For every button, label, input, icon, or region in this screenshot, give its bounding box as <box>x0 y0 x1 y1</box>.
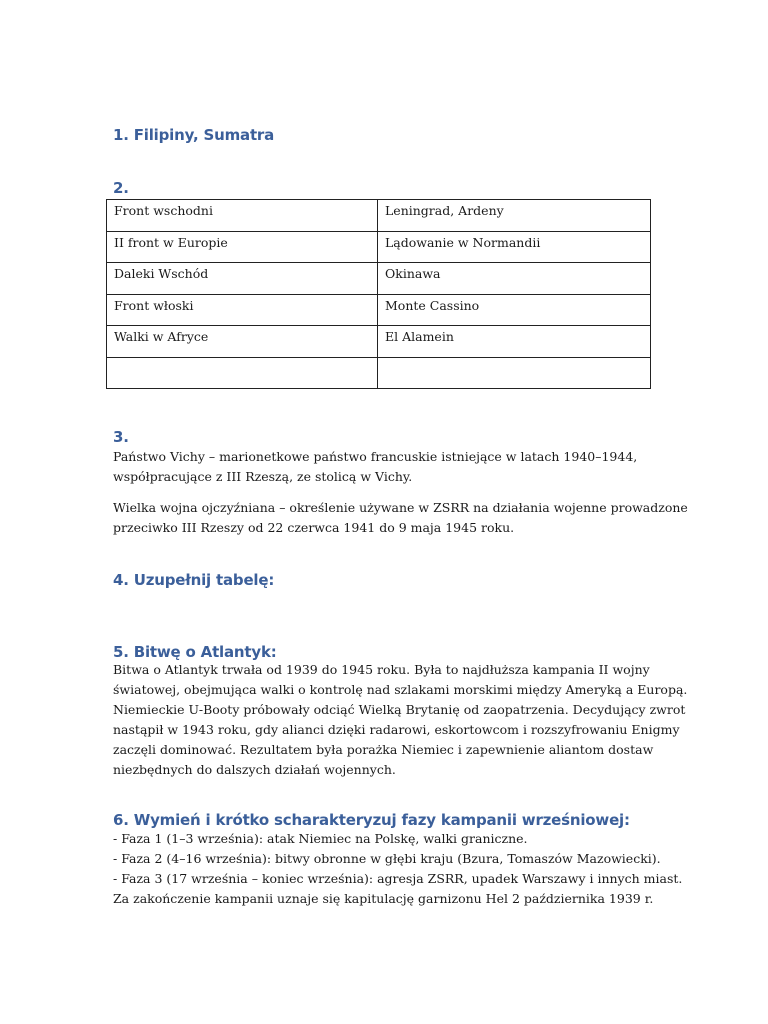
table-row <box>107 263 651 295</box>
table-cell: Front wschodni <box>107 200 378 232</box>
heading-4: 4. Uzupełnij tabelę: <box>113 571 275 589</box>
table-row <box>107 326 651 358</box>
summary-line: Za zakończenie kampanii uznaje się kapitulację garnizonu Hel 2 października 1939 r. <box>113 891 654 906</box>
heading-5: 5. Bitwę o Atlantyk: <box>113 643 277 661</box>
table-row <box>107 231 651 263</box>
table-cell: Front włoski <box>107 294 378 326</box>
fronts-table <box>106 199 651 389</box>
vichy-paragraph: Państwo Vichy – marionetkowe państwo francuskie istniejące w latach 1940–1944, współpracujące z III Rzeszą, ze stolicą w Vichy. <box>113 449 638 484</box>
great-patriotic-war-paragraph: Wielka wojna ojczyźniana – określenie używane w ZSRR na działania wojenne prowadzone przeciwko III Rzeszy od 22 czerwca 1941 do 9 maja 1945 roku. <box>113 500 688 535</box>
table-cell: Daleki Wschód <box>107 263 378 295</box>
atlantic-paragraph: Bitwa o Atlantyk trwała od 1939 do 1945 roku. Była to najdłuższa kampania II wojny światowej, obejmująca walki o kontrolę nad szlakami morskimi między Ameryką a Europą. Niemieckie U-Booty próbowały odciąć Wielką Brytanię od zaopatrzenia. Decydujący zwrot nastąpił w 1943 roku, gdy alianci dzięki radarowi, eskortowcom i rozszyfrowaniu Enigmy zaczęli dominować. Rezultatem była porażka Niemiec i zapewnienie aliantom dostaw niezbędnych do dalszych działań wojennych. <box>113 662 688 777</box>
table-cell: Walki w Afryce <box>107 326 378 358</box>
heading-3: 3. <box>113 428 129 446</box>
september-campaign-list <box>113 829 683 909</box>
table-cell: Lądowanie w Normandii <box>378 231 651 263</box>
heading-2: 2. <box>113 179 129 197</box>
heading-6: 6. Wymień i krótko scharakteryzuj fazy kampanii wrześniowej: <box>113 811 630 829</box>
table-row <box>107 294 651 326</box>
table-row <box>107 357 651 389</box>
table-cell: Okinawa <box>378 263 651 295</box>
table-cell <box>107 357 378 389</box>
list-item: - Faza 2 (4–16 września): bitwy obronne w głębi kraju (Bzura, Tomaszów Mazowiecki). <box>113 851 661 866</box>
table-row <box>107 200 651 232</box>
table-cell <box>378 357 651 389</box>
table-cell: Leningrad, Ardeny <box>378 200 651 232</box>
list-item: - Faza 3 (17 września – koniec września): agresja ZSRR, upadek Warszawy i innych miast. <box>113 871 683 886</box>
table-cell: El Alamein <box>378 326 651 358</box>
table-cell: II front w Europie <box>107 231 378 263</box>
heading-1: 1. Filipiny, Sumatra <box>113 126 275 144</box>
table-cell: Monte Cassino <box>378 294 651 326</box>
list-item: - Faza 1 (1–3 września): atak Niemiec na Polskę, walki graniczne. <box>113 831 528 846</box>
